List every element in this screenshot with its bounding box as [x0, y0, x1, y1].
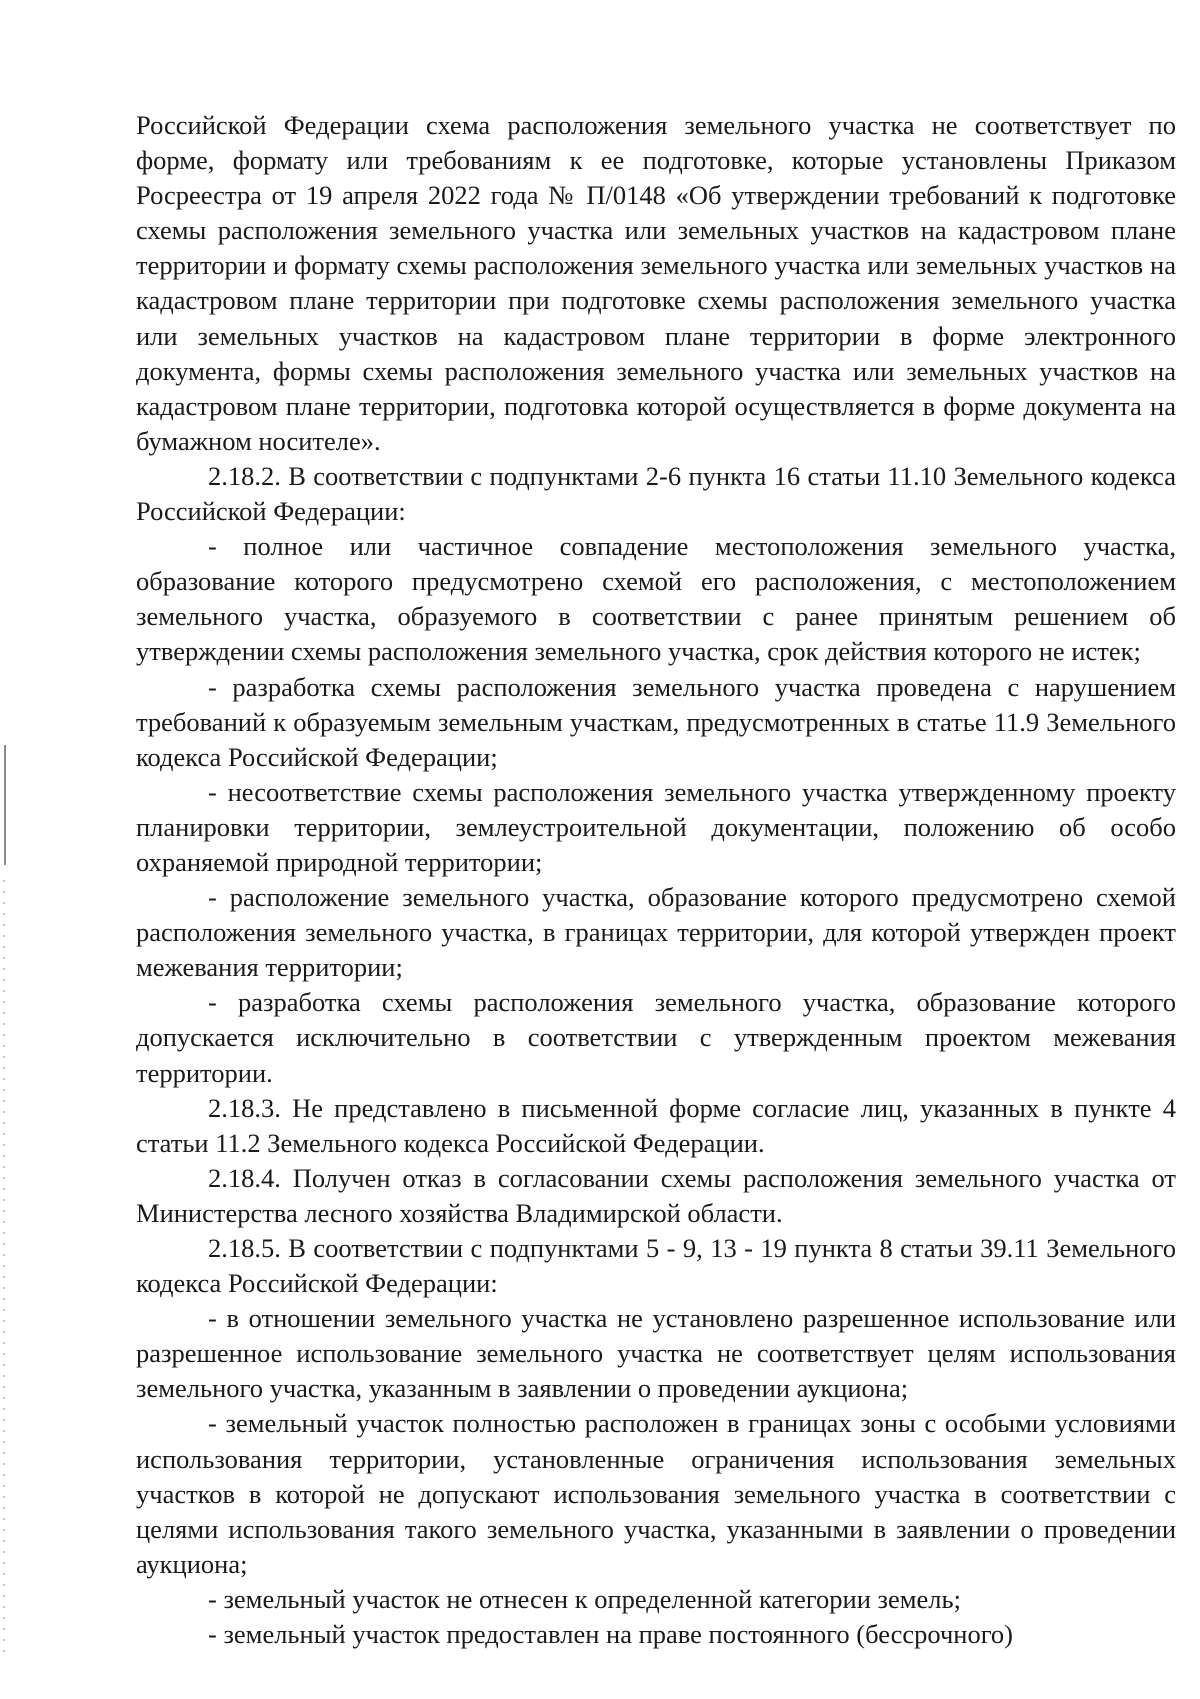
list-item: - разработка схемы расположения земельного участка, образование которого допускается исключительно в соответствии с утвержденным проектом межевания территории.: [136, 987, 1176, 1088]
list-item: - земельный участок не отнесен к определенной категории земель;: [208, 1583, 961, 1614]
paragraph-2-18-2: 2.18.2. В соответствии с подпунктами 2-6 пункта 16 статьи 11.10 Земельного кодекса Российской Федерации:: [136, 460, 1176, 527]
list-item: - полное или частичное совпадение местоположения земельного участка, образование которого предусмотрено схемой его расположения, с местоположением земельного участка, образуемого в соответствии с ранее принятым решением об утверждении схемы расположения земельного участка, срок действия которого не истек;: [136, 531, 1176, 667]
list-item: - несоответствие схемы расположения земельного участка утвержденному проекту планировки территории, землеустроительной документации, положению об особо охраняемой природной территории;: [136, 776, 1176, 877]
paragraph-2-18-3: 2.18.3. Не представлено в письменной форме согласие лиц, указанных в пункте 4 статьи 11.2 Земельного кодекса Российской Федерации.: [136, 1092, 1176, 1158]
paragraph-2-18-5: 2.18.5. В соответствии с подпунктами 5 - 9, 13 - 19 пункта 8 статьи 39.11 Земельного кодекса Российской Федерации:: [136, 1233, 1176, 1299]
list-item: - расположение земельного участка, образование которого предусмотрено схемой расположения земельного участка, в границах территории, для которой утвержден проект межевания территории;: [136, 882, 1176, 983]
list-item: - разработка схемы расположения земельного участка проведена с нарушением требований к образуемым земельным участкам, предусмотренных в статье 11.9 Земельного кодекса Российской Федерации;: [136, 671, 1176, 772]
scan-artifact-line: [4, 745, 6, 865]
paragraph-continuation: Российской Федерации схема расположения земельного участка не соответствует по форме, формату или требованиям к ее подготовке, которые установлены Приказом Росреестра от 19 апреля 2022 года № П/0148 «Об утверждении требований к подготовке схемы расположения земельного участка или земельных участков на кадастровом плане территории и формату схемы расположения земельного участка или земельных участков на кадастровом плане территории при подготовке схемы расположения земельного участка или земельных участков на кадастровом плане территории в форме электронного документа, формы схемы расположения земельного участка или земельных участков на кадастровом плане территории, подготовка которой осуществляется в форме документа на бумажном носителе».: [136, 110, 1176, 456]
list-item: - земельный участок предоставлен на праве постоянного (бессрочного): [208, 1619, 1014, 1650]
document-body: [136, 108, 1176, 1652]
list-item: - земельный участок полностью расположен в границах зоны с особыми условиями использования территории, установленные ограничения использования земельных участков в которой не допускают использования земельного участка в соответствии с целями использования такого земельного участка, указанными в заявлении о проведении аукциона;: [136, 1408, 1176, 1579]
paragraph-2-18-4: 2.18.4. Получен отказ в согласовании схемы расположения земельного участка от Министерства лесного хозяйства Владимирской области.: [136, 1162, 1176, 1228]
list-item: - в отношении земельного участка не установлено разрешенное использование или разрешенное использование земельного участка не соответствует целям использования земельного участка, указанным в заявлении о проведении аукциона;: [136, 1303, 1176, 1404]
scan-artifact-dots: [3, 880, 5, 1660]
